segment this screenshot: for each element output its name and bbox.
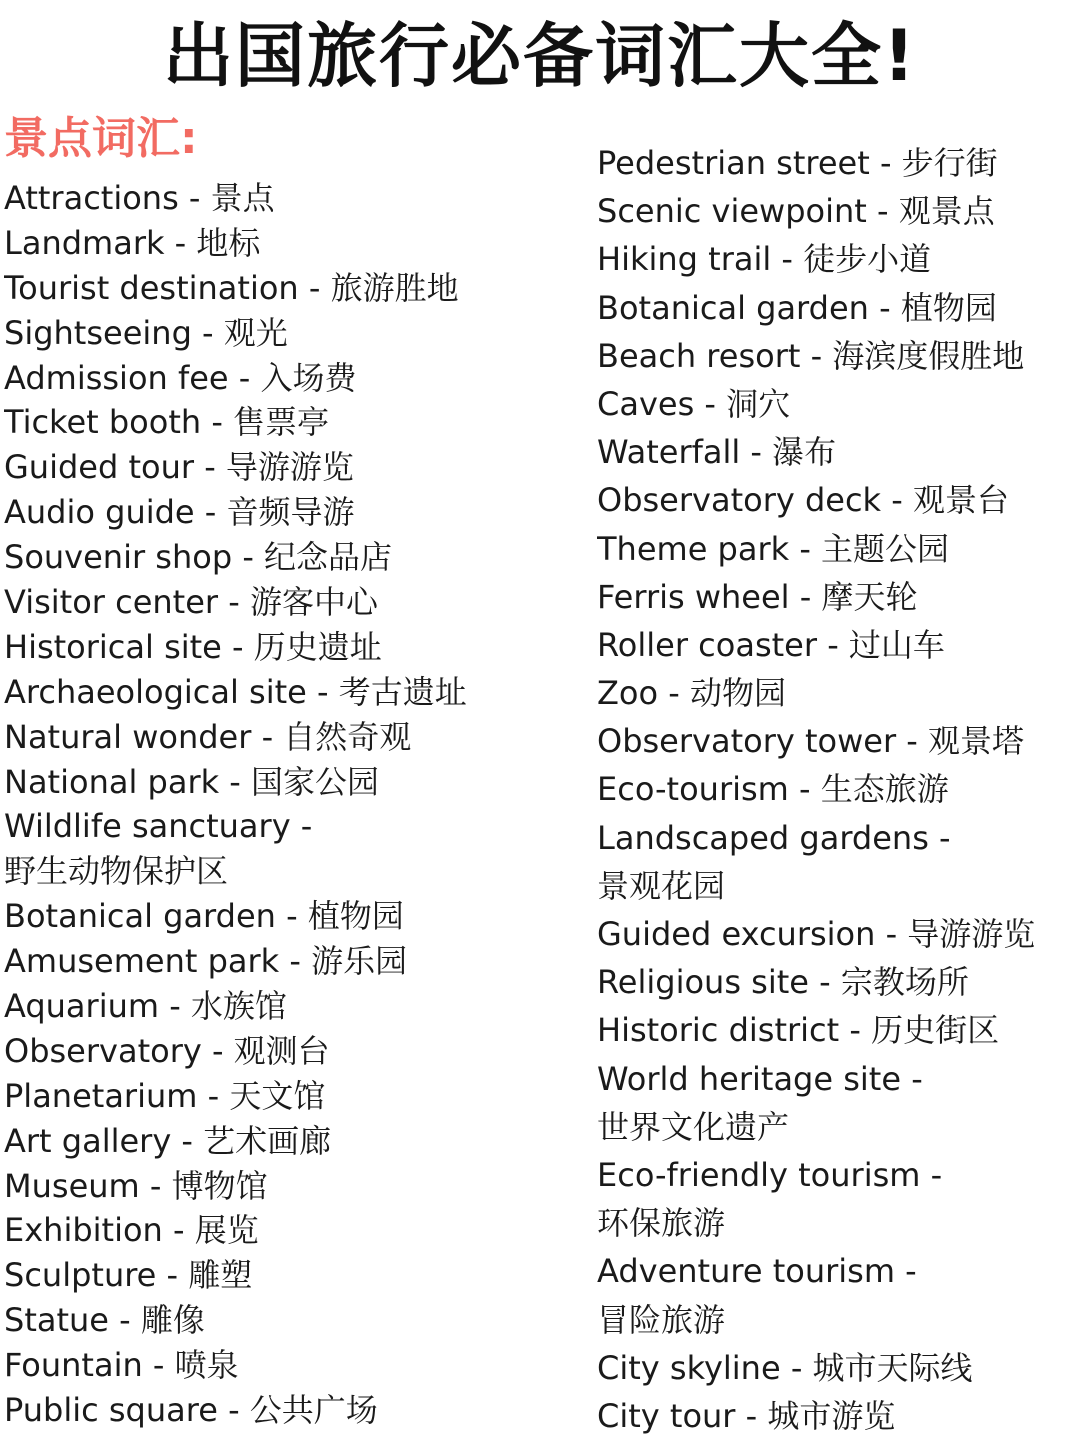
vocab-line: World heritage site -	[597, 1059, 923, 1098]
vocab-line: Historical site - 历史遗址	[4, 627, 382, 666]
vocab-line: Roller coaster - 过山车	[597, 625, 945, 664]
vocab-line: 景观花园	[597, 866, 726, 905]
vocab-line: 环保旅游	[597, 1204, 726, 1243]
vocab-line: Guided tour - 导游游览	[4, 448, 354, 487]
vocab-line: Pedestrian street - 步行街	[597, 144, 998, 182]
vocab-line: City tour - 城市游览	[597, 1396, 896, 1435]
section-heading: 景点词汇:	[4, 113, 198, 164]
vocab-line: Exhibition - 展览	[4, 1211, 259, 1250]
vocab-line: 冒险旅游	[597, 1300, 726, 1339]
vocab-line: Planetarium - 天文馆	[4, 1076, 326, 1115]
vocab-line: Beach resort - 海滨度假胜地	[597, 336, 1025, 375]
vocab-line: Aquarium - 水族馆	[4, 987, 287, 1026]
vocab-line: Statue - 雕像	[4, 1301, 205, 1340]
vocab-line: Eco-tourism - 生态旅游	[597, 770, 949, 809]
vocab-line: Waterfall - 瀑布	[597, 433, 837, 472]
vocab-line: Adventure tourism -	[597, 1252, 917, 1291]
vocab-line: Botanical garden - 植物园	[4, 897, 404, 936]
vocab-line: Observatory tower - 观景塔	[597, 722, 1024, 761]
vocab-line: Souvenir shop - 纪念品店	[4, 538, 393, 577]
vocab-list-right	[597, 139, 1077, 1440]
vocab-line: Observatory deck - 观景台	[597, 481, 1009, 520]
vocab-line: Theme park - 主题公园	[597, 529, 950, 568]
vocab-line: Attractions - 景点	[4, 179, 275, 217]
vocab-line: Religious site - 宗教场所	[597, 963, 969, 1002]
page-title: 出国旅行必备词汇大全!	[163, 15, 917, 97]
vocab-line: Ticket booth - 售票亭	[4, 403, 330, 442]
vocab-line: Guided excursion - 导游游览	[597, 915, 1036, 953]
vocab-line: Visitor center - 游客中心	[4, 583, 378, 622]
vocab-line: Wildlife sanctuary -	[4, 807, 313, 846]
vocab-line: 世界文化遗产	[597, 1107, 790, 1146]
vocab-line: 野生动物保护区	[4, 852, 229, 891]
vocab-line: Audio guide - 音频导游	[4, 493, 355, 532]
vocab-line: Ferris wheel - 摩天轮	[597, 577, 918, 616]
vocab-line: Art gallery - 艺术画廊	[4, 1121, 332, 1160]
vocab-line: Fountain - 喷泉	[4, 1346, 239, 1385]
vocab-line: Hiking trail - 徒步小道	[597, 240, 932, 279]
vocab-line: Historic district - 历史街区	[597, 1011, 1000, 1050]
vocab-line: Archaeological site - 考古遗址	[4, 672, 467, 711]
vocab-line: Public square - 公共广场	[4, 1391, 378, 1430]
vocab-line: Sightseeing - 观光	[4, 313, 288, 352]
vocab-line: Zoo - 动物园	[597, 674, 786, 713]
vocab-line: Amusement park - 游乐园	[4, 942, 408, 981]
vocab-line: Observatory - 观测台	[4, 1031, 330, 1070]
vocab-line: Eco-friendly tourism -	[597, 1155, 943, 1194]
vocab-line: Natural wonder - 自然奇观	[4, 717, 412, 756]
vocab-line: Botanical garden - 植物园	[597, 288, 997, 327]
vocab-line: National park - 国家公园	[4, 762, 380, 801]
vocab-line: Landscaped gardens -	[597, 818, 951, 857]
vocab-list-left	[4, 176, 584, 1433]
vocab-line: Scenic viewpoint - 观景点	[597, 192, 995, 231]
vocab-line: Museum - 博物馆	[4, 1166, 268, 1205]
vocab-line: Landmark - 地标	[4, 223, 261, 262]
vocab-line: City skyline - 城市天际线	[597, 1348, 973, 1387]
vocab-line: Sculpture - 雕塑	[4, 1256, 253, 1295]
vocab-line: Tourist destination - 旅游胜地	[4, 268, 459, 307]
vocab-line: Caves - 洞穴	[597, 384, 791, 423]
vocab-line: Admission fee - 入场费	[4, 358, 357, 397]
